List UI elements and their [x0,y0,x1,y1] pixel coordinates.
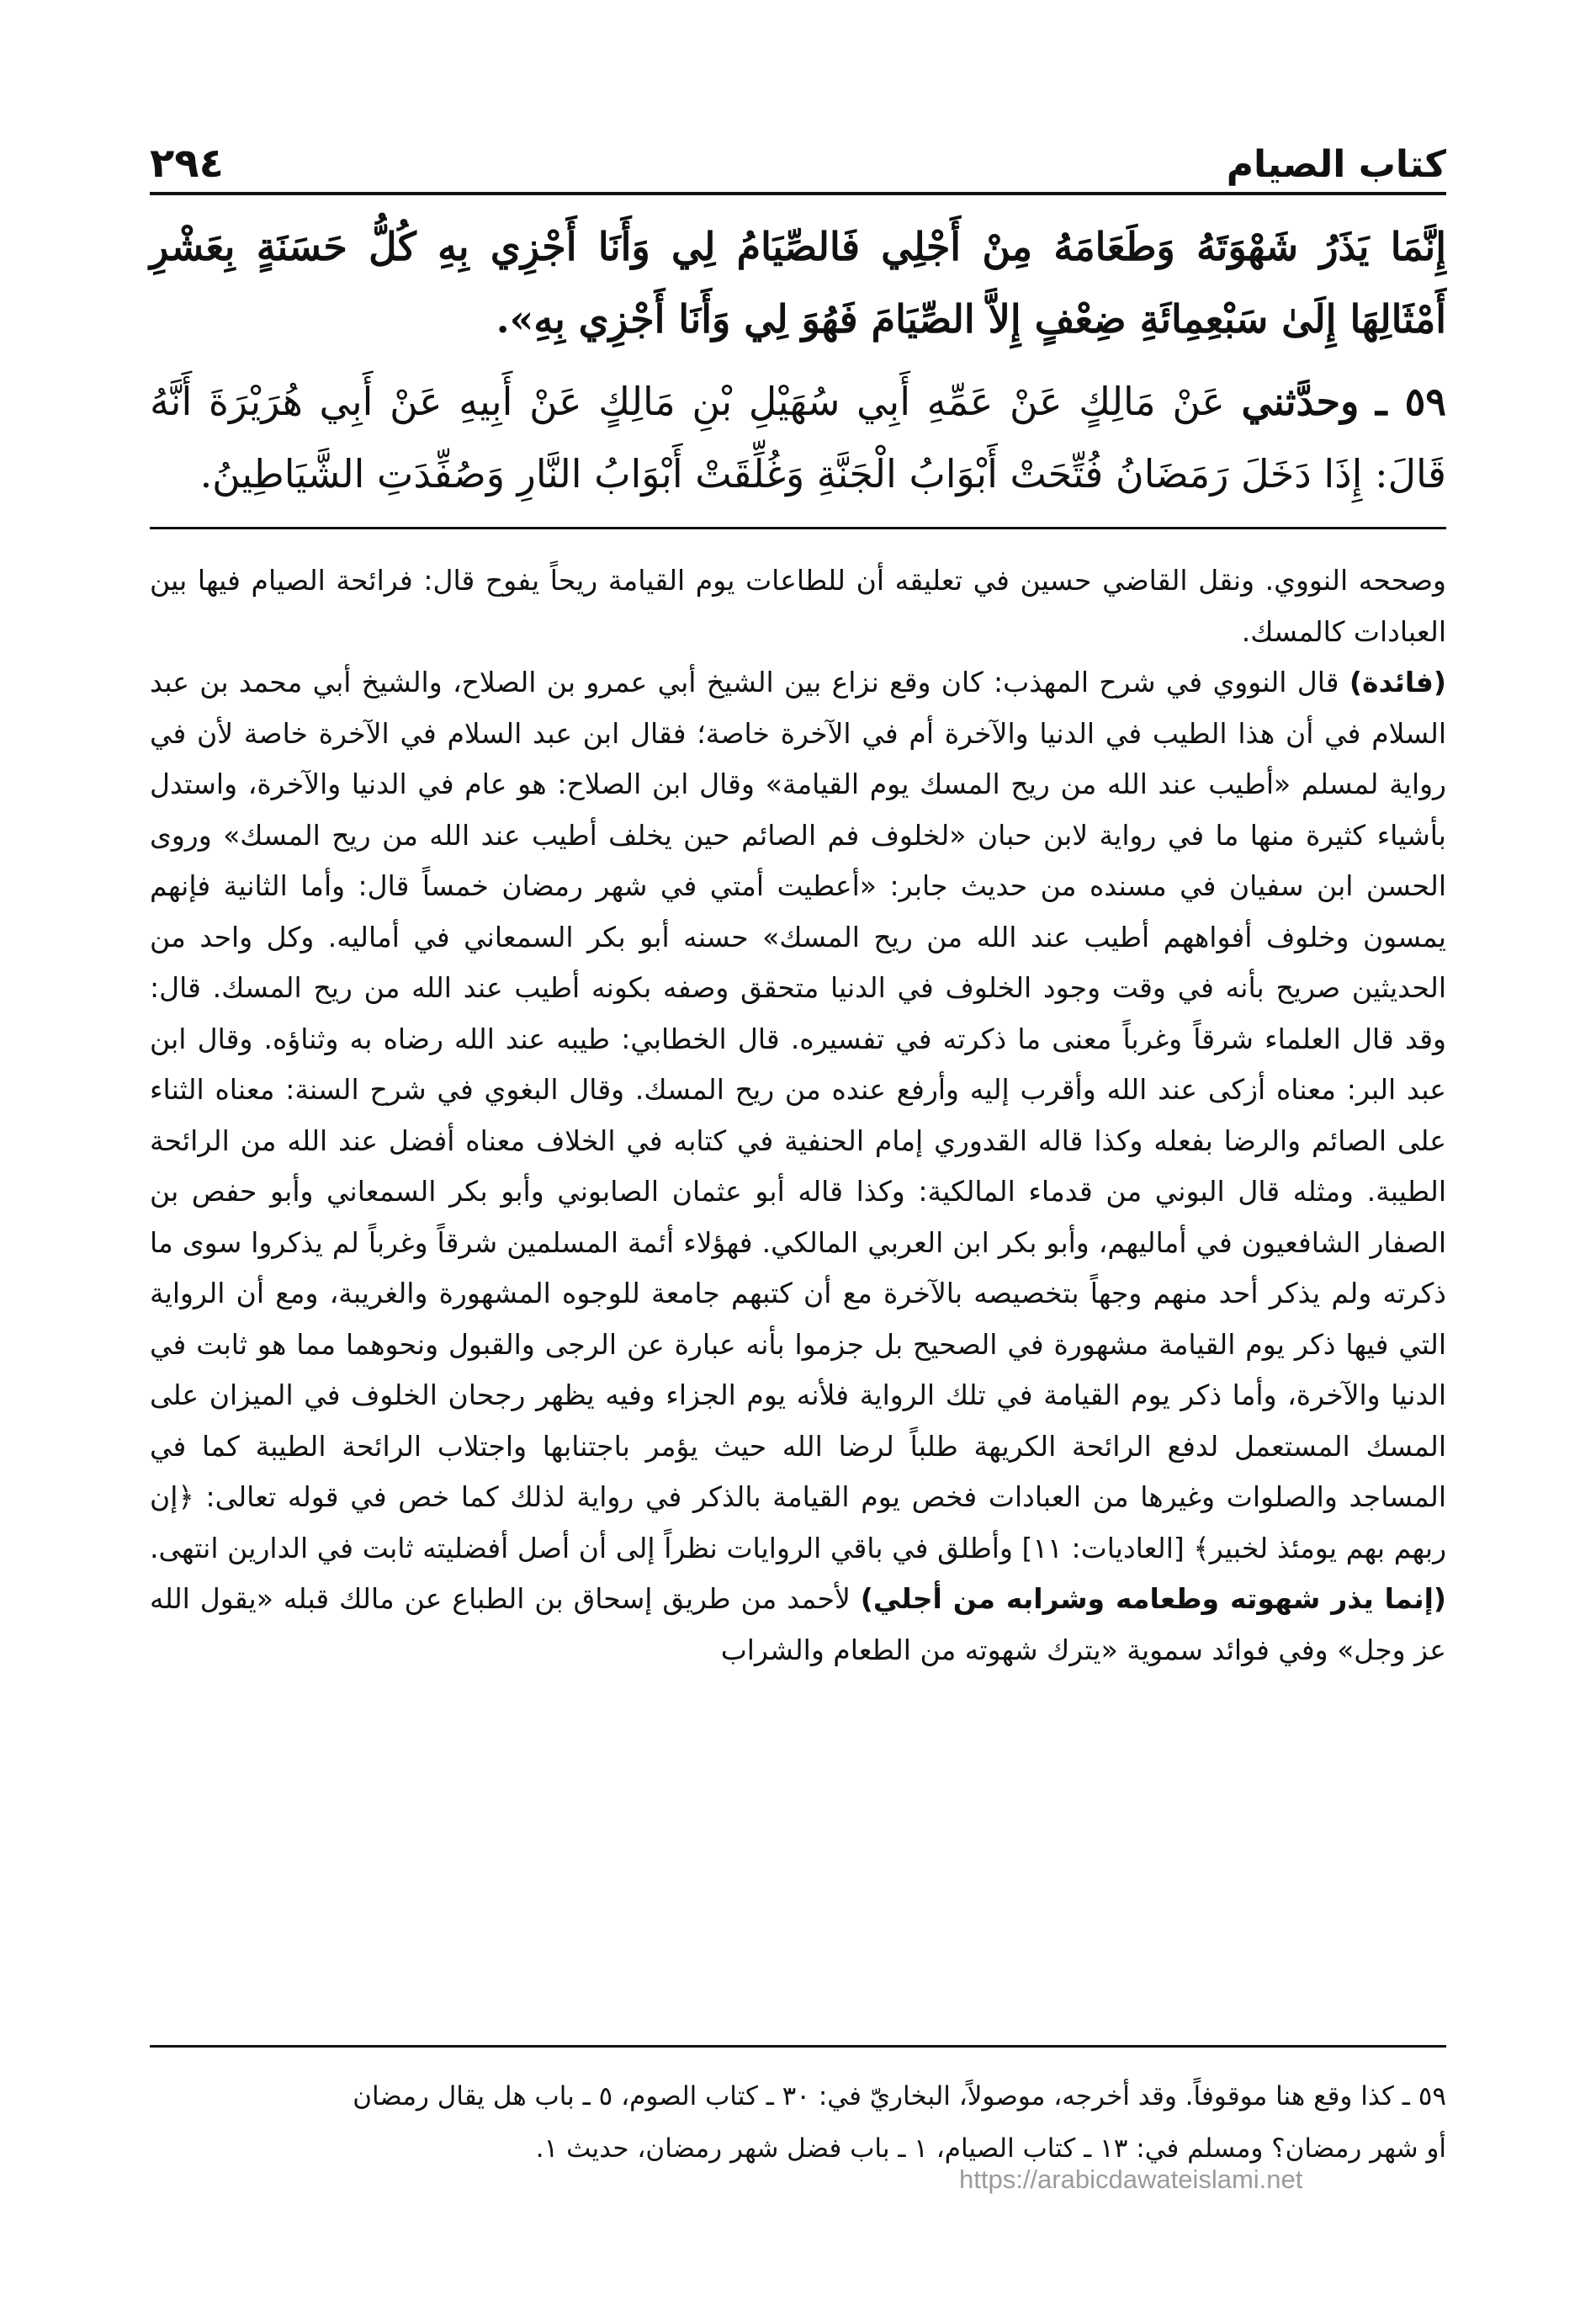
footnote-line-1: ٥٩ ـ كذا وقع هنا موقوفاً. وقد أخرجه، موصولاً، البخاريّ في: ٣٠ ـ كتاب الصوم، ٥ ـ باب هل يقال رمضان [353,2081,1446,2111]
benefit-tail: لأحمد من طريق إسحاق بن الطباع عن مالك قبله «يقول الله عز وجل» وفي فوائد سموية «يترك شهوته من الطعام والشراب [150,1582,1446,1666]
header-rule [150,192,1446,195]
footnote [150,2070,1446,2175]
watermark-url: https://arabicdawateislami.net [959,2165,1303,2194]
page-header [150,99,1446,187]
hadith-text: عَنْ مَالِكٍ عَنْ عَمِّهِ أَبِي سُهَيْلِ بْنِ مَالِكٍ عَنْ أَبِيهِ عَنْ أَبِي هُرَيْرَةَ أَنَّهُ قَالَ: إِذَا دَخَلَ رَمَضَانُ فُتِّحَتْ أَبْوَابُ الْجَنَّةِ وَغُلِّقَتْ أَبْوَابُ النَّارِ وَصُفِّدَتِ الشَّيَاطِينُ. [150,379,1446,497]
hadith-paragraph [150,365,1446,510]
hadith-number: ٥٩ ـ [1376,379,1446,424]
benefit-text: قال النووي في شرح المهذب: كان وقع نزاع بين الشيخ أبي عمرو بن الصلاح، والشيخ أبي محمد بن عبد السلام في أن هذا الطيب في الدنيا والآخرة أم في الآخرة خاصة؛ فقال ابن عبد السلام في الآخرة خاصة لأن في رواية لمسلم «أطيب عند الله من ريح المسك يوم القيامة» وقال ابن الصلاح: هو عام في الدنيا والآخرة، واستدل بأشياء كثيرة منها ما في رواية لابن حبان «لخلوف فم الصائم حين يخلف أطيب عند الله من ريح المسك» وروى الحسن ابن سفيان في مسنده من حديث جابر: «أعطيت أمتي في شهر رمضان خمساً قال: وأما الثانية فإنهم يمسون وخلوف أفواههم أطيب عند الله من ريح المسك» حسنه أبو بكر السمعاني في أماليه. وكل واحد من الحديثين صريح بأنه في وقت وجود الخلوف في الدنيا متحقق وصفه بكونه أطيب عند الله من ريح المسك. قال: وقد قال العلماء شرقاً وغرباً معنى ما ذكرته في تفسيره. قال الخطابي: طيبه عند الله رضاه به وثناؤه. وقال ابن عبد البر: معناه أزكى عند الله وأقرب إليه وأرفع عنده من ريح المسك. وقال البغوي في شرح السنة: معناه الثناء على الصائم والرضا بفعله وكذا قاله القدوري إمام الحنفية في كتابه في الخلاف معناه أفضل عند الله من الرائحة الطيبة. ومثله قال البوني من قدماء المالكية: وكذا قاله أبو عثمان الصابوني وأبو بكر السمعاني وأبو حفص بن الصفار الشافعيون في أماليهم، وأبو بكر ابن العربي المالكي. فهؤلاء أئمة المسلمين شرقاً وغرباً لم يذكروا سوى ما ذكرته ولم يذكر أحد منهم وجهاً بتخصيصه بالآخرة مع أن كتبهم جامعة للوجوه المشهورة والغريبة، ومع أن الرواية التي فيها ذكر يوم القيامة مشهورة في الصحيح بل جزموا بأنه عبارة عن الرجى والقبول ونحوهما مما هو ثابت في الدنيا والآخرة، وأما ذكر يوم القيامة في تلك الرواية فلأنه يوم الجزاء وفيه يظهر رجحان الخلوف في الميزان على المسك المستعمل لدفع الرائحة الكريهة طلباً لرضا الله حيث يؤمر باجتنابها واجتلاب الرائحة الطيبة كما في المساجد والصلوات وغيرها من العبادات فخص يوم القيامة بالذكر في رواية لذلك كما خص في قوله تعالى: ﴿إن ربهم بهم يومئذ لخبير﴾ [العاديات: ١١] وأطلق في باقي الروايات نظراً إلى أن أصل أفضليته ثابت في الدارين انتهى. [150,666,1446,1564]
page-number: ٢٩٤ [150,140,224,187]
footnote-line-2: أو شهر رمضان؟ ومسلم في: ١٣ ـ كتاب الصيام، ١ ـ باب فضل شهر رمضان، حديث ١. [535,2133,1446,2164]
verse-continuation: إِنَّمَا يَذَرُ شَهْوَتَهُ وَطَعَامَهُ مِنْ أَجْلِي فَالصِّيَامُ لِي وَأَنَا أَجْزِي بِهِ كُلُّ حَسَنَةٍ بِعَشْرِ أَمْثَالِهَا إِلَىٰ سَبْعِمِائَةِ ضِعْفٍ إِلاَّ الصِّيَامَ فَهُوَ لِي وَأَنَا أَجْزِي بِهِ». [150,224,1446,342]
quoted-phrase: (إنما يذر شهوته وطعامه وشرابه من أجلي) [860,1582,1446,1615]
footnote-rule [150,2045,1446,2048]
commentary-paragraph-2 [150,657,1446,1676]
section-rule [150,527,1446,529]
commentary-paragraph-1: وصححه النووي. ونقل القاضي حسين في تعليقه أن للطاعات يوم القيامة ريحاً يفوح قال: فرائحة الصيام فيها بين العبادات كالمسك. [150,564,1446,648]
benefit-label: (فائدة) [1349,666,1446,699]
hadith-lead: وحدَّثني [1241,379,1360,424]
chapter-title: كتاب الصيام [1226,143,1446,186]
main-text [150,210,1446,510]
commentary [150,555,1446,1676]
